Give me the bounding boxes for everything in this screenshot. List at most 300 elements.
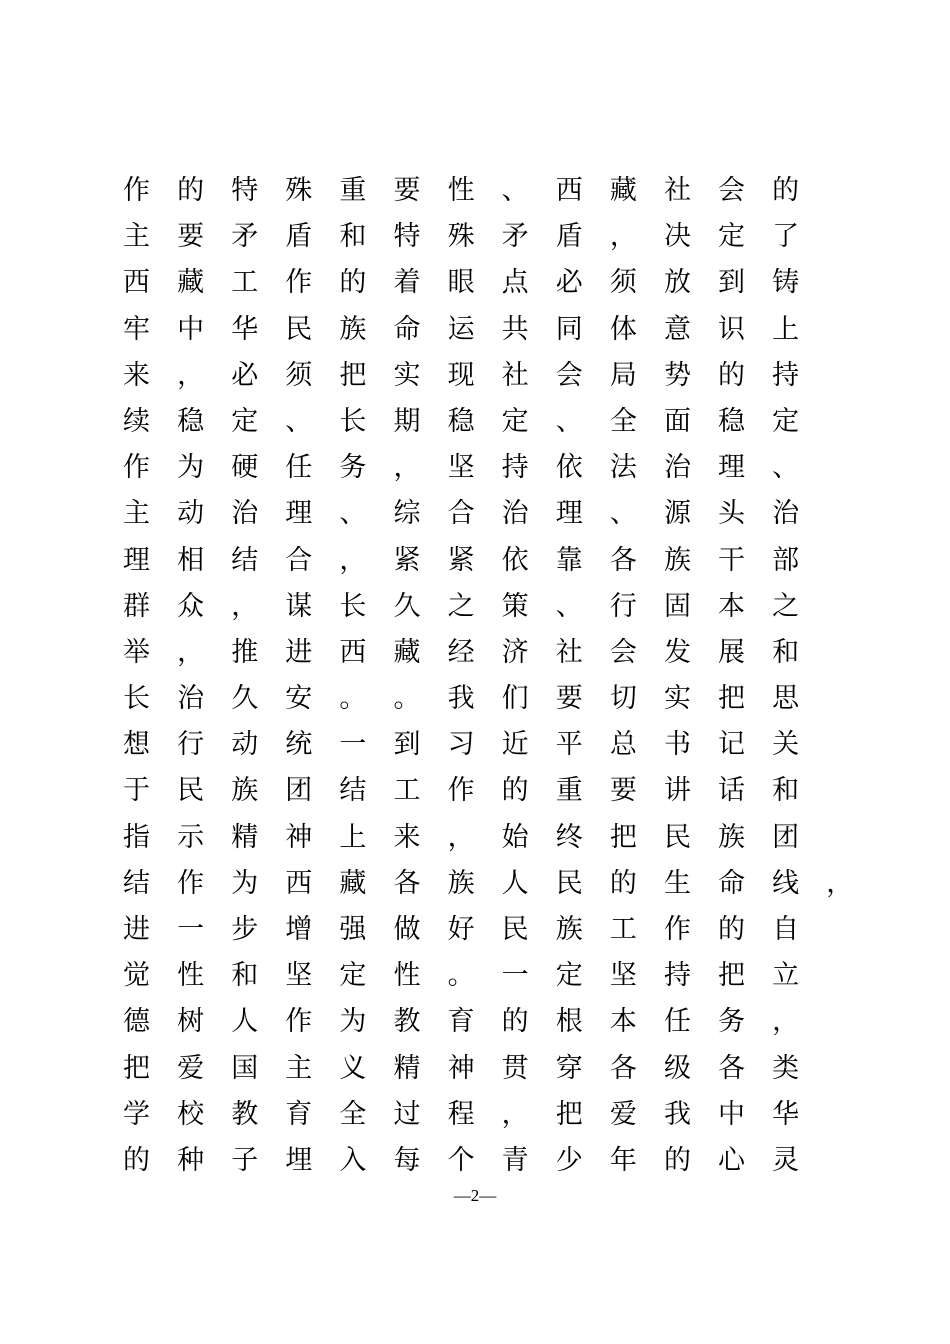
text-char: 把 [123,1052,150,1084]
text-char: 的 [772,175,800,206]
text-char: 一 [501,960,529,992]
text-char: 教 [393,1006,421,1038]
text-char: 依 [501,544,529,576]
text-char: 定 [718,221,746,253]
text-char: 根 [555,1006,583,1038]
text-char: 藏 [393,636,421,668]
text-char: 特 [231,175,259,206]
text-char: 性 [177,960,205,992]
text-char: 定 [772,405,800,437]
text-char: 的 [663,1144,691,1176]
text-char: 作 [447,775,475,807]
text-line [123,999,843,1045]
text-char: 中 [177,313,205,345]
text-char: 做 [393,914,421,945]
text-char: 线 [772,867,800,899]
text-char: 团 [285,775,313,807]
text-char: ， [609,221,637,253]
text-char: 各 [718,1052,746,1084]
text-char: 理 [718,452,746,484]
text-char: 定 [555,960,583,992]
text-char: 会 [718,175,746,206]
text-char: 习 [447,729,475,761]
text-char: 西 [555,175,583,206]
text-char: 我 [663,1098,691,1130]
text-char: ， [772,1006,800,1038]
text-char: 校 [177,1098,205,1130]
text-char: 育 [285,1098,313,1130]
text-char: 长 [339,590,367,622]
text-char: 会 [609,636,637,668]
text-char: 须 [609,267,637,299]
text-char: 。 [447,960,475,992]
text-char: 的 [501,1006,529,1038]
text-char: 人 [501,867,529,899]
text-char: 牢 [123,313,150,345]
text-char: 把 [555,1098,583,1130]
text-char: 、 [555,405,583,437]
text-char: 理 [285,498,313,530]
text-char: 作 [177,867,205,899]
text-char: 自 [772,914,800,945]
text-char: 坚 [447,452,475,484]
text-char: 民 [663,821,691,853]
text-char: 特 [393,221,421,253]
text-char: 关 [772,729,800,761]
text-char: 工 [231,267,259,299]
text-char: 工 [393,775,421,807]
text-char: 识 [718,313,746,345]
text-char: 源 [663,498,691,530]
text-char: 书 [663,729,691,761]
text-char: 爱 [177,1052,205,1084]
text-char: 社 [663,175,691,206]
text-line [123,353,843,399]
text-char: 西 [123,267,150,299]
text-char: 的 [177,175,205,206]
text-char: 族 [339,313,367,345]
body-text [123,168,854,1184]
text-char: 命 [718,867,746,899]
text-char: 久 [231,683,259,715]
text-char: 话 [718,775,746,807]
page-number: —2— [453,1186,497,1205]
text-char: 殊 [447,221,475,253]
text-char: 进 [285,636,313,668]
text-char: 会 [555,359,583,391]
text-char: 们 [501,683,529,715]
text-char: 现 [447,359,475,391]
text-char: 盾 [285,221,313,253]
text-char: 矛 [501,221,529,253]
text-char: 为 [339,1006,367,1038]
text-char: 局 [609,359,637,391]
text-char: 结 [339,775,367,807]
text-char: 依 [555,452,583,484]
text-char: 稳 [718,405,746,437]
text-char: ， [447,821,475,853]
text-char: 理 [123,544,150,576]
text-line [123,307,843,353]
text-char: 少 [555,1144,583,1176]
text-char: 族 [447,867,475,899]
text-char: 群 [123,590,150,622]
text-char: 合 [447,498,475,530]
text-char: 立 [772,960,800,992]
text-char: 治 [231,498,259,530]
text-char: 示 [177,821,205,853]
text-char: 要 [555,683,583,715]
text-char: 动 [231,729,259,761]
text-char: 到 [718,267,746,299]
text-char: 族 [555,914,583,945]
text-char: 学 [123,1098,150,1130]
text-char: 生 [663,867,691,899]
text-char: 思 [772,683,800,715]
text-char: 全 [339,1098,367,1130]
text-char: 西 [285,867,313,899]
text-char: 藏 [609,175,637,206]
text-char: 类 [772,1052,800,1084]
text-char: 理 [555,498,583,530]
text-char: ， [339,544,367,576]
text-char: 中 [718,1098,746,1130]
text-char: 育 [447,1006,475,1038]
text-char: 定 [231,405,259,437]
text-char: 长 [339,405,367,437]
text-char: 一 [177,914,205,945]
text-char: 结 [231,544,259,576]
text-char: 、 [501,175,529,206]
text-char: 把 [609,821,637,853]
text-char: 行 [609,590,637,622]
text-char: 精 [231,821,259,853]
text-char: 结 [123,867,150,899]
text-char: 紧 [447,544,475,576]
text-char: 来 [393,821,421,853]
text-char: 想 [123,729,150,761]
text-char: 的 [718,914,746,945]
text-char: 固 [663,590,691,622]
text-char: 作 [663,914,691,945]
text-char: 讲 [663,775,691,807]
text-char: 教 [231,1098,259,1130]
text-char: 华 [231,313,259,345]
text-char: 命 [393,313,421,345]
text-line [123,861,854,907]
text-char: 务 [718,1006,746,1038]
text-char: 把 [718,683,746,715]
text-char: 、 [772,452,800,484]
text-char: 一 [339,729,367,761]
text-char: 指 [123,821,150,853]
text-char: 、 [609,498,637,530]
text-char: 为 [231,867,259,899]
text-char: 上 [339,821,367,853]
text-char: 为 [177,452,205,484]
text-char: ， [231,590,259,622]
text-char: 本 [609,1006,637,1038]
text-char: 精 [393,1052,421,1084]
text-line [123,584,843,630]
text-char: 民 [177,775,205,807]
text-char: 西 [339,636,367,668]
text-line [123,768,843,814]
text-char: 策 [501,590,529,622]
text-char: 族 [718,821,746,853]
text-char: 社 [501,359,529,391]
text-char: 必 [231,359,259,391]
text-char: 期 [393,405,421,437]
text-char: 殊 [285,175,313,206]
text-char: 民 [285,313,313,345]
text-char: 觉 [123,960,150,992]
text-char: 面 [663,405,691,437]
text-char: 法 [609,452,637,484]
text-char: 着 [393,267,421,299]
text-line [123,1092,843,1138]
text-char: 之 [772,590,800,622]
text-char: 了 [772,221,800,253]
text-char: 过 [393,1098,421,1130]
text-char: 和 [772,636,800,668]
text-char: 硬 [231,452,259,484]
text-char: ， [826,867,854,899]
text-char: 青 [501,1144,529,1176]
text-char: 上 [772,313,800,345]
text-char: 树 [177,1006,205,1038]
text-char: 眼 [447,267,475,299]
text-char: 头 [718,498,746,530]
text-char: 平 [555,729,583,761]
text-char: 任 [663,1006,691,1038]
text-char: 推 [231,636,259,668]
text-char: 藏 [177,267,205,299]
text-char: 续 [123,405,150,437]
text-char: 我 [447,683,475,715]
text-char: 铸 [772,267,800,299]
text-char: 的 [718,359,746,391]
text-char: 部 [772,544,800,576]
text-char: 华 [772,1098,800,1130]
text-char: 决 [663,221,691,253]
text-char: 放 [663,267,691,299]
text-char: 每 [393,1144,421,1176]
text-char: 的 [339,267,367,299]
text-char: 社 [555,636,583,668]
text-char: 久 [393,590,421,622]
text-char: 于 [123,775,150,807]
text-char: 作 [285,1006,313,1038]
text-char: 统 [285,729,313,761]
text-char: 作 [285,267,313,299]
text-char: 治 [177,683,205,715]
text-line [123,399,843,445]
text-char: 入 [339,1144,367,1176]
text-char: 要 [177,221,205,253]
text-char: 重 [339,175,367,206]
text-char: ， [177,636,205,668]
text-char: 灵 [772,1144,800,1176]
text-char: 义 [339,1052,367,1084]
text-char: 盾 [555,221,583,253]
text-char: 穿 [555,1052,583,1084]
text-char: 强 [339,914,367,945]
text-char: 干 [718,544,746,576]
text-char: 共 [501,313,529,345]
text-char: 定 [501,405,529,437]
text-line [123,1138,843,1184]
text-char: 心 [718,1144,746,1176]
text-char: 发 [663,636,691,668]
text-char: 经 [447,636,475,668]
text-char: 本 [718,590,746,622]
text-char: 持 [772,359,800,391]
text-char: ， [177,359,205,391]
text-char: 相 [177,544,205,576]
text-char: 、 [285,405,313,437]
text-char: 综 [393,498,421,530]
text-char: 各 [609,1052,637,1084]
text-char: 务 [339,452,367,484]
text-char: 紧 [393,544,421,576]
text-char: 贯 [501,1052,529,1084]
text-char: 和 [231,960,259,992]
text-char: 任 [285,452,313,484]
text-char: 实 [393,359,421,391]
text-char: 坚 [285,960,313,992]
text-char: 长 [123,683,150,715]
text-char: 要 [393,175,421,206]
text-char: 主 [285,1052,313,1084]
text-line [123,630,843,676]
text-char: 、 [339,498,367,530]
text-char: 治 [663,452,691,484]
text-char: 主 [123,221,150,253]
text-char: 和 [339,221,367,253]
text-char: 须 [285,359,313,391]
text-char: 的 [609,867,637,899]
text-char: 把 [718,960,746,992]
text-char: 国 [231,1052,259,1084]
text-char: 必 [555,267,583,299]
text-char: 要 [609,775,637,807]
text-line [123,214,843,260]
text-char: 作 [123,175,150,206]
text-line [123,445,843,491]
text-char: 级 [663,1052,691,1084]
text-char: 点 [501,267,529,299]
text-char: 稳 [447,405,475,437]
text-char: 终 [555,821,583,853]
text-char: 种 [177,1144,205,1176]
text-char: 进 [123,914,150,945]
text-char: 稳 [177,405,205,437]
text-line [123,1046,843,1092]
text-char: 的 [123,1144,150,1176]
text-char: 德 [123,1006,150,1038]
text-char: 和 [772,775,800,807]
text-line [123,538,843,584]
text-char: 切 [609,683,637,715]
text-char: 运 [447,313,475,345]
text-line [123,168,843,214]
text-line [123,953,843,999]
text-char: 合 [285,544,313,576]
text-char: 好 [447,914,475,945]
text-char: 埋 [285,1144,313,1176]
text-char: 程 [447,1098,475,1130]
text-char: 性 [393,960,421,992]
text-char: 爱 [609,1098,637,1130]
text-char: 实 [663,683,691,715]
text-char: 步 [231,914,259,945]
text-line [123,815,843,861]
text-char: 的 [501,775,529,807]
text-char: 持 [501,452,529,484]
text-char: 团 [772,821,800,853]
text-char: 增 [285,914,313,945]
text-line [123,491,843,537]
text-char: 神 [447,1052,475,1084]
text-char: 济 [501,636,529,668]
text-char: 民 [555,867,583,899]
text-char: 近 [501,729,529,761]
text-char: ， [393,452,421,484]
text-char: 个 [447,1144,475,1176]
text-char: 。 [339,683,367,715]
text-char: 势 [663,359,691,391]
text-char: 持 [663,960,691,992]
text-line [123,722,843,768]
text-char: 把 [339,359,367,391]
text-char: 工 [609,914,637,945]
text-char: 来 [123,359,150,391]
text-char: 藏 [339,867,367,899]
text-char: 展 [718,636,746,668]
text-char: 行 [177,729,205,761]
text-char: ， [501,1098,529,1130]
text-char: 重 [555,775,583,807]
text-char: 子 [231,1144,259,1176]
text-char: 性 [447,175,475,206]
text-char: 治 [772,498,800,530]
text-char: 众 [177,590,205,622]
text-char: 各 [609,544,637,576]
text-char: 主 [123,498,150,530]
text-char: 动 [177,498,205,530]
text-char: 。 [393,683,421,715]
text-char: 始 [501,821,529,853]
text-char: 之 [447,590,475,622]
text-char: 神 [285,821,313,853]
text-char: 意 [663,313,691,345]
text-char: 、 [555,590,583,622]
text-char: 年 [609,1144,637,1176]
text-line [123,676,843,722]
text-char: 人 [231,1006,259,1038]
text-char: 族 [231,775,259,807]
text-char: 记 [718,729,746,761]
text-char: 安 [285,683,313,715]
text-char: 作 [123,452,150,484]
text-char: 治 [501,498,529,530]
text-char: 族 [663,544,691,576]
text-char: 各 [393,867,421,899]
text-char: 矛 [231,221,259,253]
text-char: 到 [393,729,421,761]
text-char: 靠 [555,544,583,576]
